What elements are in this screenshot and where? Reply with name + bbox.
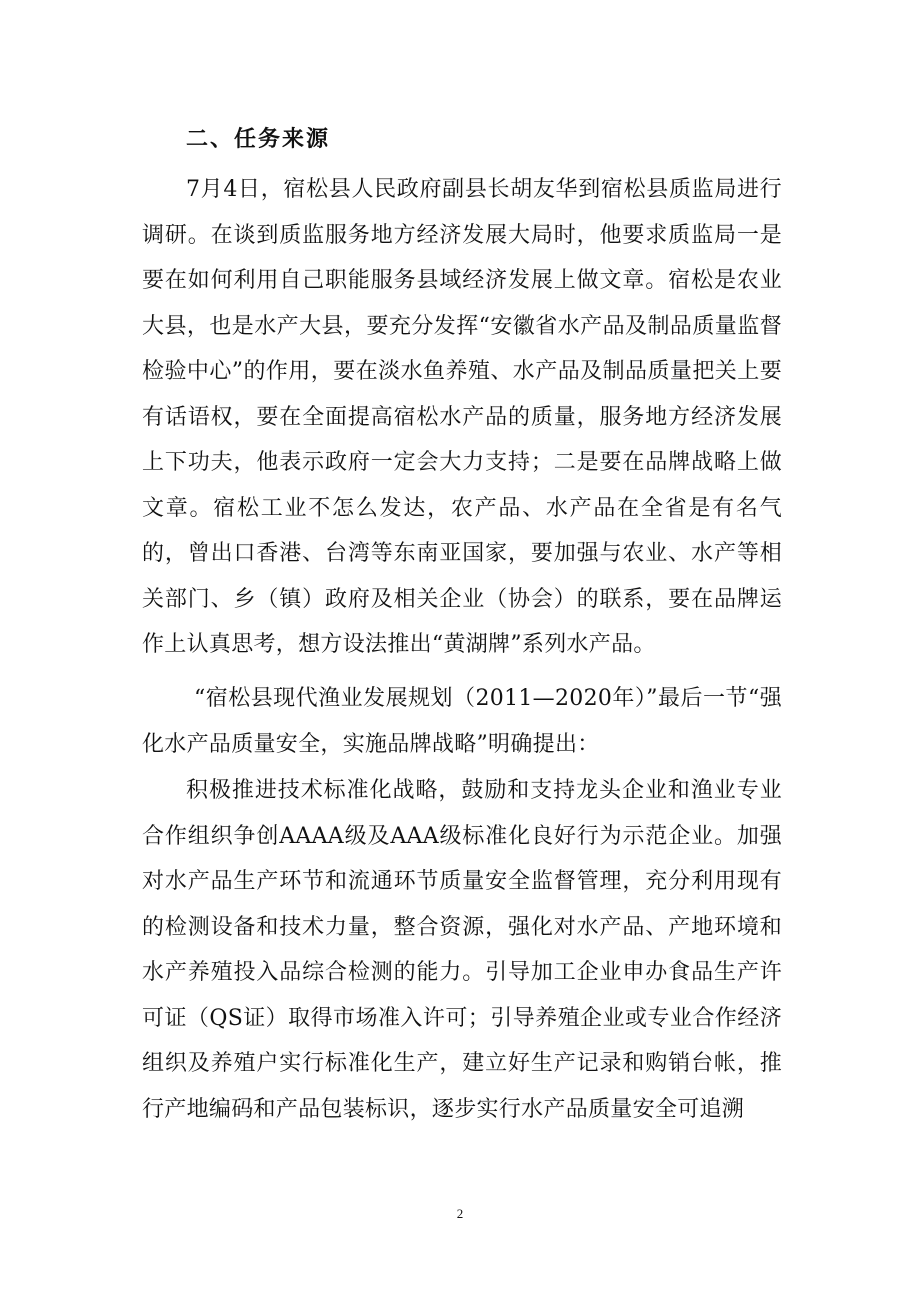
paragraph-standardization: 积极推进技术标准化战略，鼓励和支持龙头企业和渔业专业合作组织争创AAAA级及AAA级标准化良好行为示范企业。加强对水产品生产环节和流通环节质量安全监督管理，充分利用现有的检测设备和技术力量，整合资源，强化对水产品、产地环境和水产养殖投入品综合检测的能力。引导加工企业申办食品生产许可证（QS证）取得市场准入许可；引导养殖企业或专业合作经济组织及养殖户实行标准化生产，建立好生产记录和购销台帐，推行产地编码和产品包装标识，逐步实行水产品质量安全可追溯 — [142, 778, 782, 1122]
section-heading: 二、任务来源 — [186, 127, 331, 152]
page-number: 2 — [456, 1206, 464, 1221]
paragraph-task-source: 7月4日，宿松县人民政府副县长胡友华到宿松县质监局进行调研。在谈到质监服务地方经济发展大局时，他要求质监局一是要在如何利用自己职能服务县域经济发展上做文章。宿松是农业大县，也是水产大县，要充分发挥“安徽省水产品及制品质量监督检验中心”的作用，要在淡水鱼养殖、水产品及制品质量把关上要有话语权，要在全面提高宿松水产品的质量，服务地方经济发展上下功夫，他表示政府一定会大力支持；二是要在品牌战略上做文章。宿松工业不怎么发达，农产品、水产品在全省是有名气的，曾出口香港、台湾等东南亚国家，要加强与农业、水产等相关部门、乡（镇）政府及相关企业（协会）的联系，要在品牌运作上认真思考，想方设法推出“黄湖牌”系列水产品。 — [142, 177, 782, 657]
paragraph-plan-reference: “宿松县现代渔业发展规划（2011—2020年）”最后一节“强化水产品质量安全，实施品牌战略”明确提出： — [142, 686, 782, 757]
